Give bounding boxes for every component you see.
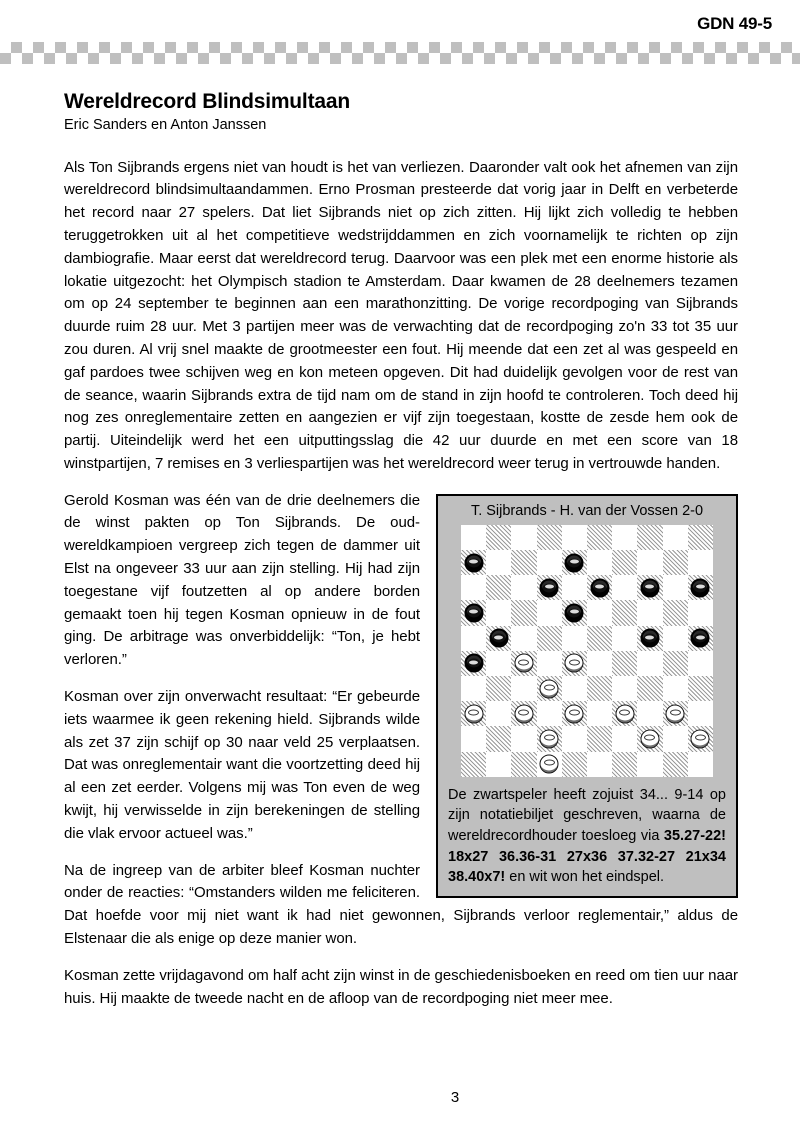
board-square-r2-c5 [562, 550, 587, 575]
black-piece-icon [489, 629, 508, 648]
board-square-r5-c9 [663, 626, 688, 651]
board-square-r6-c4 [537, 651, 562, 676]
board-square-r10-c1 [461, 752, 486, 777]
board-square-r6-c7 [612, 651, 637, 676]
black-piece-icon [565, 553, 584, 572]
board-square-r7-c6 [587, 676, 612, 701]
board-square-r8-c9 [663, 701, 688, 726]
board-square-r3-c8 [637, 575, 662, 600]
article-body [64, 90, 738, 1024]
diagram-caption-post: en wit won het eindspel. [505, 869, 665, 886]
board-square-r1-c2 [486, 525, 511, 550]
board-square-r4-c9 [663, 600, 688, 625]
board-square-r1-c8 [637, 525, 662, 550]
white-piece-icon [540, 755, 559, 774]
board-square-r9-c6 [587, 726, 612, 751]
board-square-r2-c8 [637, 550, 662, 575]
white-piece-icon [666, 704, 685, 723]
board-square-r9-c1 [461, 726, 486, 751]
checkerboard-band-icon [0, 42, 800, 64]
board-square-r8-c2 [486, 701, 511, 726]
board-square-r6-c5 [562, 651, 587, 676]
board-square-r9-c9 [663, 726, 688, 751]
board-square-r1-c6 [587, 525, 612, 550]
white-piece-icon [464, 704, 483, 723]
white-piece-icon [691, 730, 710, 749]
board-square-r9-c3 [511, 726, 536, 751]
black-piece-icon [691, 629, 710, 648]
board-square-r2-c1 [461, 550, 486, 575]
board-square-r4-c1 [461, 600, 486, 625]
black-piece-icon [640, 578, 659, 597]
board-square-r4-c3 [511, 600, 536, 625]
white-piece-icon [565, 654, 584, 673]
board-square-r6-c8 [637, 651, 662, 676]
board-square-r8-c8 [637, 701, 662, 726]
board-square-r4-c2 [486, 600, 511, 625]
black-piece-icon [464, 654, 483, 673]
white-piece-icon [514, 654, 533, 673]
board-square-r8-c6 [587, 701, 612, 726]
article-paragraph: Kosman zette vrijdagavond om half acht zijn winst in de geschiedenisboeken en reed om tien uur naar huis. Hij maakte de tweede nacht en de afloop van de recordpoging niet meer mee. [64, 966, 738, 1007]
board-square-r2-c3 [511, 550, 536, 575]
board-square-r8-c10 [688, 701, 713, 726]
board-square-r9-c10 [688, 726, 713, 751]
black-piece-icon [565, 604, 584, 623]
diagram-caption-pre: De zwartspeler heeft zojuist 34... 9-14 op zijn notatiebiljet geschreven, waarna de wereldrecordhouder toesloeg via [448, 786, 726, 844]
board-square-r7-c2 [486, 676, 511, 701]
board-square-r6-c3 [511, 651, 536, 676]
board-square-r1-c7 [612, 525, 637, 550]
board-square-r1-c3 [511, 525, 536, 550]
board-square-r5-c6 [587, 626, 612, 651]
board-square-r9-c7 [612, 726, 637, 751]
article-paragraph: Gerold Kosman was één van de drie deelnemers die de winst pakten op Ton Sijbrands. De oud-wereldkampioen vergreep zich tegen de dammer uit Elst na ongeveer 33 uur aan zijn stelling. Hij had zijn toegestane vijf foutzetten al op andere borden gemaakt toen hij tegen Kosman opnieuw in de fout ging. De arbitrage was onverbiddelijk: “Ton, je hebt verloren.” [64, 491, 420, 669]
board-square-r9-c4 [537, 726, 562, 751]
board-square-r10-c10 [688, 752, 713, 777]
header-issue-code: GDN 49-5 [697, 14, 772, 33]
board-square-r1-c9 [663, 525, 688, 550]
board-square-r6-c1 [461, 651, 486, 676]
board-square-r2-c7 [612, 550, 637, 575]
draughts-board [461, 525, 713, 777]
board-square-r7-c10 [688, 676, 713, 701]
board-square-r7-c5 [562, 676, 587, 701]
article-paragraph: Na de ingreep van de arbiter bleef Kosman nuchter onder de reacties: “Omstanders wilden me feliciteren. Dat hoefde voor mij niet want ik had niet gewonnen, Sijbrands verloor reglementair,” aldus de Elstenaar die als enige op deze manier won. [64, 861, 738, 948]
diagram-caption-moves: 35.27-22! 18x27 36.36-31 27x36 37.32-27 21x34 38.40x7! [448, 827, 726, 886]
board-square-r4-c6 [587, 600, 612, 625]
board-square-r8-c3 [511, 701, 536, 726]
board-square-r3-c3 [511, 575, 536, 600]
board-square-r9-c8 [637, 726, 662, 751]
board-square-r7-c9 [663, 676, 688, 701]
board-square-r7-c3 [511, 676, 536, 701]
page-title: Wereldrecord Blindsimultaan [64, 90, 350, 113]
board-square-r10-c8 [637, 752, 662, 777]
white-piece-icon [540, 730, 559, 749]
board-square-r10-c4 [537, 752, 562, 777]
diagram-caption [446, 783, 728, 888]
board-square-r5-c2 [486, 626, 511, 651]
board-square-r2-c9 [663, 550, 688, 575]
black-piece-icon [540, 578, 559, 597]
board-square-r5-c3 [511, 626, 536, 651]
white-piece-icon [565, 704, 584, 723]
white-piece-icon [615, 704, 634, 723]
board-square-r8-c1 [461, 701, 486, 726]
board-square-r4-c8 [637, 600, 662, 625]
board-square-r7-c8 [637, 676, 662, 701]
black-piece-icon [464, 553, 483, 572]
board-square-r1-c10 [688, 525, 713, 550]
board-square-r6-c9 [663, 651, 688, 676]
board-square-r7-c1 [461, 676, 486, 701]
board-square-r7-c4 [537, 676, 562, 701]
board-square-r3-c6 [587, 575, 612, 600]
board-square-r10-c6 [587, 752, 612, 777]
board-square-r10-c9 [663, 752, 688, 777]
board-square-r2-c2 [486, 550, 511, 575]
board-square-r3-c9 [663, 575, 688, 600]
white-piece-icon [514, 704, 533, 723]
board-square-r6-c10 [688, 651, 713, 676]
board-square-r5-c7 [612, 626, 637, 651]
white-piece-icon [540, 679, 559, 698]
article-paragraph: Als Ton Sijbrands ergens niet van houdt is het van verliezen. Daaronder valt ook het afnemen van zijn wereldrecord blindsimultaandammen. Erno Prosman presteerde dat vorig jaar in Delft en verbeterde het record naar 27 spelers. Dat liet Sijbrands niet op zich zitten. Hij lijkt zich volledig te hebben teruggetrokken uit al het competitieve wedstrijddammen en zich voornamelijk te richten op zijn dambiografie. Maar eerst dat wereldrecord terug. Daarvoor was een plek met een enorme historie als lokatie uitgezocht: het Olympisch stadion te Amsterdam. Daar kwamen de 28 deelnemers tezamen om op 24 september te beginnen aan een marathonzitting. De vorige recordpoging van Sijbrands duurde ruim 28 uur. Met 3 partijen meer was de verwachting dat de recordpoging zo'n 33 tot 35 uur zou duren. Al vrij snel maakte de grootmeester een fout. Hij meende dat een zet al was gespeeld en gaf pardoes twee schijven weg en kon meteen opgeven. Dit had duidelijk gevolgen voor de rest van de seance, waarin Sijbrands extra de tijd nam om de stand in zijn hoofd te controleren. Toch deed hij nog zes onreglementaire zetten en aangezien er vijf zijn toegestaan, kostte de zesde hem ook de partij. Uiteindelijk werd het een uitputtingsslag die 42 uur duurde en met een score van 18 winstpartijen, 7 remises en 3 verliespartijen was het wereldrecord weer terug in vertrouwde handen. [64, 158, 738, 472]
board-square-r4-c5 [562, 600, 587, 625]
board-square-r5-c5 [562, 626, 587, 651]
black-piece-icon [464, 604, 483, 623]
board-square-r3-c5 [562, 575, 587, 600]
diagram-title: T. Sijbrands - H. van der Vossen 2-0 [470, 502, 704, 519]
page-header [0, 0, 800, 68]
board-square-r9-c2 [486, 726, 511, 751]
board-square-r1-c5 [562, 525, 587, 550]
draughts-board-wrapper [461, 525, 713, 777]
board-square-r8-c7 [612, 701, 637, 726]
board-square-r2-c4 [537, 550, 562, 575]
article-paragraph: Kosman over zijn onverwacht resultaat: “Er gebeurde iets waarmee ik geen rekening hield. Sijbrands wilde als zet 37 zijn schijf op 30 naar veld 25 verplaatsen. Dat was onreglementair want die voortzetting deed hij al een zet eerder. Volgens mij was Ton even de weg kwijt, hij verwisselde in zijn berekeningen de stelling die vlak ervoor actueel was.” [64, 688, 420, 842]
board-square-r6-c2 [486, 651, 511, 676]
board-square-r4-c4 [537, 600, 562, 625]
board-square-r3-c10 [688, 575, 713, 600]
board-square-r8-c5 [562, 701, 587, 726]
board-square-r3-c2 [486, 575, 511, 600]
board-square-r3-c1 [461, 575, 486, 600]
board-square-r9-c5 [562, 726, 587, 751]
board-square-r8-c4 [537, 701, 562, 726]
board-square-r2-c10 [688, 550, 713, 575]
board-square-r5-c1 [461, 626, 486, 651]
board-square-r4-c10 [688, 600, 713, 625]
page-number: 3 [450, 1089, 460, 1106]
board-square-r4-c7 [612, 600, 637, 625]
board-square-r10-c3 [511, 752, 536, 777]
black-piece-icon [640, 629, 659, 648]
article-byline: Eric Sanders en Anton Janssen [64, 117, 267, 134]
board-square-r7-c7 [612, 676, 637, 701]
board-square-r5-c10 [688, 626, 713, 651]
board-square-r10-c5 [562, 752, 587, 777]
board-square-r2-c6 [587, 550, 612, 575]
game-diagram-figure [436, 494, 738, 898]
board-square-r1-c1 [461, 525, 486, 550]
board-square-r10-c7 [612, 752, 637, 777]
board-square-r10-c2 [486, 752, 511, 777]
white-piece-icon [640, 730, 659, 749]
board-square-r5-c4 [537, 626, 562, 651]
black-piece-icon [590, 578, 609, 597]
board-square-r5-c8 [637, 626, 662, 651]
board-square-r6-c6 [587, 651, 612, 676]
board-square-r3-c7 [612, 575, 637, 600]
board-square-r3-c4 [537, 575, 562, 600]
black-piece-icon [691, 578, 710, 597]
board-square-r1-c4 [537, 525, 562, 550]
